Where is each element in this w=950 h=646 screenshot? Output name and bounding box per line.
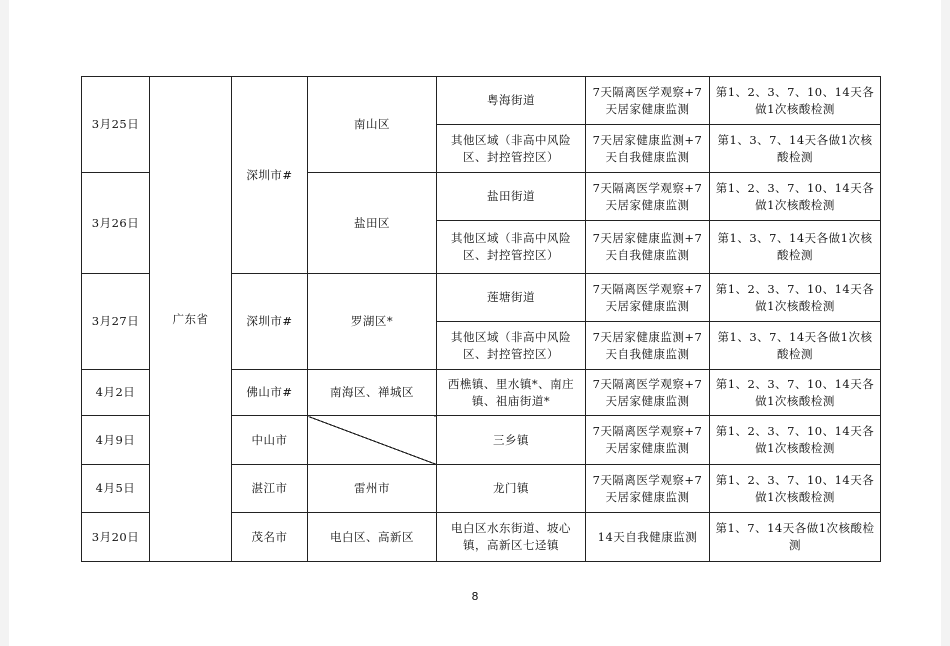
measure-cell: 7天隔离医学观察+7天居家健康监测 bbox=[586, 173, 710, 221]
date-cell: 3月27日 bbox=[82, 274, 150, 370]
city-cell: 深圳市# bbox=[232, 77, 308, 274]
test-cell: 第1、2、3、7、10、14天各做1次核酸检测 bbox=[710, 416, 881, 465]
city-cell: 湛江市 bbox=[232, 465, 308, 513]
date-cell: 3月20日 bbox=[82, 513, 150, 562]
district-cell: 南海区、禅城区 bbox=[308, 370, 437, 416]
date-cell: 4月5日 bbox=[82, 465, 150, 513]
area-cell: 其他区域（非高中风险区、封控管控区） bbox=[437, 322, 586, 370]
area-cell: 盐田街道 bbox=[437, 173, 586, 221]
district-cell: 电白区、高新区 bbox=[308, 513, 437, 562]
empty-district-cell bbox=[308, 416, 437, 465]
area-cell: 其他区域（非高中风险区、封控管控区） bbox=[437, 125, 586, 173]
document-page bbox=[9, 0, 941, 646]
measure-cell: 7天隔离医学观察+7天居家健康监测 bbox=[586, 370, 710, 416]
area-cell: 三乡镇 bbox=[437, 416, 586, 465]
area-cell: 莲塘街道 bbox=[437, 274, 586, 322]
date-cell: 3月25日 bbox=[82, 77, 150, 173]
page-number: 8 bbox=[471, 590, 479, 603]
date-cell: 4月2日 bbox=[82, 370, 150, 416]
test-cell: 第1、3、7、14天各做1次核酸检测 bbox=[710, 322, 881, 370]
area-cell: 电白区水东街道、坡心镇，高新区七迳镇 bbox=[437, 513, 586, 562]
area-cell: 其他区域（非高中风险区、封控管控区） bbox=[437, 221, 586, 274]
province-cell: 广东省 bbox=[150, 77, 232, 562]
measure-cell: 7天隔离医学观察+7天居家健康监测 bbox=[586, 465, 710, 513]
city-cell: 佛山市# bbox=[232, 370, 308, 416]
measure-cell: 7天居家健康监测+7天自我健康监测 bbox=[586, 221, 710, 274]
measure-cell: 14天自我健康监测 bbox=[586, 513, 710, 562]
test-cell: 第1、2、3、7、10、14天各做1次核酸检测 bbox=[710, 173, 881, 221]
test-cell: 第1、3、7、14天各做1次核酸检测 bbox=[710, 221, 881, 274]
district-cell: 罗湖区* bbox=[308, 274, 437, 370]
test-cell: 第1、2、3、7、10、14天各做1次核酸检测 bbox=[710, 465, 881, 513]
quarantine-policy-table bbox=[81, 76, 881, 562]
date-cell: 3月26日 bbox=[82, 173, 150, 274]
district-cell: 南山区 bbox=[308, 77, 437, 173]
test-cell: 第1、2、3、7、10、14天各做1次核酸检测 bbox=[710, 77, 881, 125]
area-cell: 粤海街道 bbox=[437, 77, 586, 125]
area-cell: 西樵镇、里水镇*、南庄镇、祖庙街道* bbox=[437, 370, 586, 416]
test-cell: 第1、2、3、7、10、14天各做1次核酸检测 bbox=[710, 274, 881, 322]
measure-cell: 7天隔离医学观察+7天居家健康监测 bbox=[586, 274, 710, 322]
district-cell: 盐田区 bbox=[308, 173, 437, 274]
district-cell: 雷州市 bbox=[308, 465, 437, 513]
area-cell: 龙门镇 bbox=[437, 465, 586, 513]
test-cell: 第1、7、14天各做1次核酸检测 bbox=[710, 513, 881, 562]
date-cell: 4月9日 bbox=[82, 416, 150, 465]
city-cell: 茂名市 bbox=[232, 513, 308, 562]
table-row bbox=[82, 77, 881, 125]
measure-cell: 7天隔离医学观察+7天居家健康监测 bbox=[586, 77, 710, 125]
test-cell: 第1、2、3、7、10、14天各做1次核酸检测 bbox=[710, 370, 881, 416]
city-cell: 深圳市# bbox=[232, 274, 308, 370]
test-cell: 第1、3、7、14天各做1次核酸检测 bbox=[710, 125, 881, 173]
measure-cell: 7天居家健康监测+7天自我健康监测 bbox=[586, 322, 710, 370]
measure-cell: 7天隔离医学观察+7天居家健康监测 bbox=[586, 416, 710, 465]
city-cell: 中山市 bbox=[232, 416, 308, 465]
measure-cell: 7天居家健康监测+7天自我健康监测 bbox=[586, 125, 710, 173]
